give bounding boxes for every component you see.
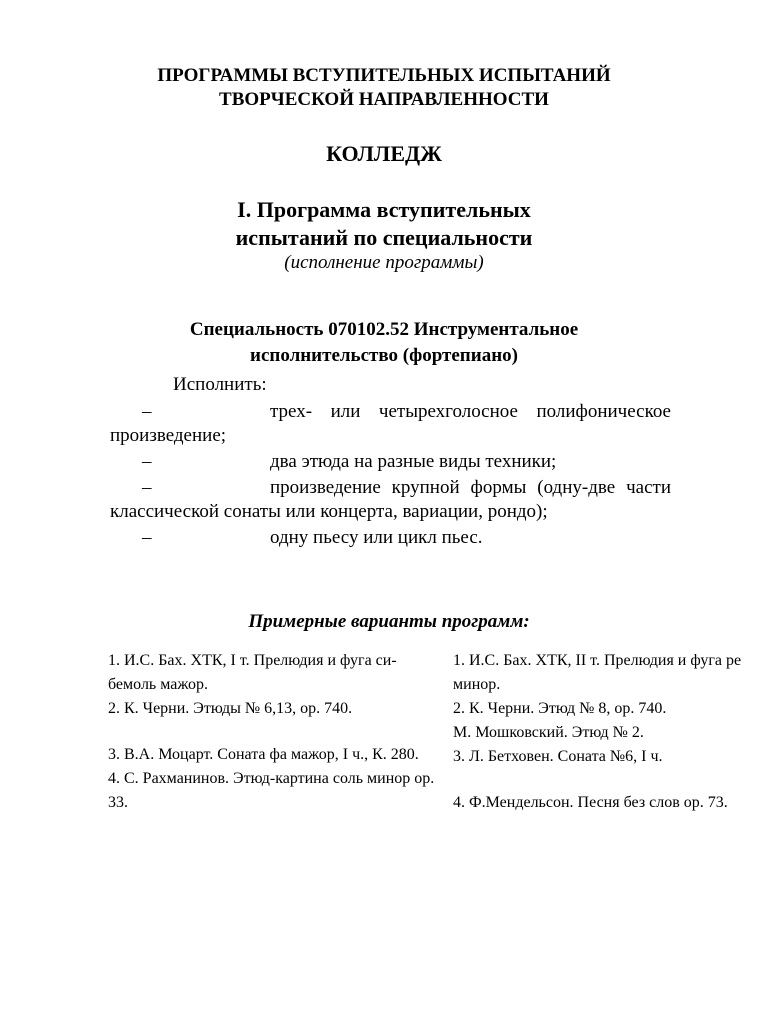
dash-marker: –: [142, 451, 152, 472]
dash-marker: –: [142, 401, 152, 422]
dash-marker: –: [142, 477, 152, 498]
variant-entry: 3. В.А. Моцарт. Соната фа мажор, I ч., К. 280.: [108, 746, 419, 763]
heading-line-1: ПРОГРАММЫ ВСТУПИТЕЛЬНЫХ ИСПЫТАНИЙ: [157, 65, 611, 86]
requirement-text: одну пьесу или цикл пьес.: [270, 527, 483, 548]
college-heading: КОЛЛЕДЖ: [326, 141, 442, 166]
variants-title: Примерные варианты программ:: [248, 611, 530, 632]
variant-entry: 2. К. Черни. Этюд № 8, ор. 740.: [453, 700, 667, 717]
requirement-item: [110, 526, 671, 550]
document-heading: [0, 64, 768, 112]
specialty-heading: [0, 317, 768, 369]
variant-entry: 4. Ф.Мендельсон. Песня без слов ор. 73.: [453, 794, 728, 811]
execute-label: Исполнить:: [173, 374, 267, 395]
variant-entry: 2. К. Черни. Этюды № 6,13, ор. 740.: [108, 700, 353, 717]
variant-column-1: [108, 649, 438, 815]
variant-entry: 1. И.С. Бах. ХТК, I т. Прелюдия и фуга си-бемоль мажор.: [108, 652, 397, 693]
section-title-line-1: I. Программа вступительных: [237, 197, 531, 222]
requirement-text: произведение крупной формы (одну-две части классической сонаты или концерта, вариации, рондо);: [110, 477, 671, 522]
section-title-line-2: испытаний по специальности: [235, 225, 533, 250]
requirement-item: [110, 400, 671, 448]
variant-entry: 4. С. Рахманинов. Этюд-картина соль минор ор. 33.: [108, 770, 435, 811]
heading-line-2: ТВОРЧЕСКОЙ НАПРАВЛЕННОСТИ: [219, 89, 549, 110]
requirement-item: [110, 476, 671, 524]
specialty-line-1: Специальность 070102.52 Инструментальное: [189, 319, 579, 340]
requirements-list: [110, 400, 671, 552]
requirement-text: трех- или четырехголосное полифоническое произведение;: [110, 401, 671, 446]
requirement-text: два этюда на разные виды техники;: [270, 451, 557, 472]
requirement-item: [110, 450, 671, 474]
section-title: [0, 196, 768, 252]
variant-column-2: [453, 649, 758, 815]
section-subtitle: (исполнение программы): [284, 252, 484, 273]
variant-entry: 1. И.С. Бах. ХТК, II т. Прелюдия и фуга ре минор.: [453, 652, 742, 693]
dash-marker: –: [142, 527, 152, 548]
variant-entry: М. Мошковский. Этюд № 2.: [453, 724, 644, 741]
variant-entry: 3. Л. Бетховен. Соната №6, I ч.: [453, 748, 663, 765]
specialty-line-2: исполнительство (фортепиано): [250, 345, 518, 366]
